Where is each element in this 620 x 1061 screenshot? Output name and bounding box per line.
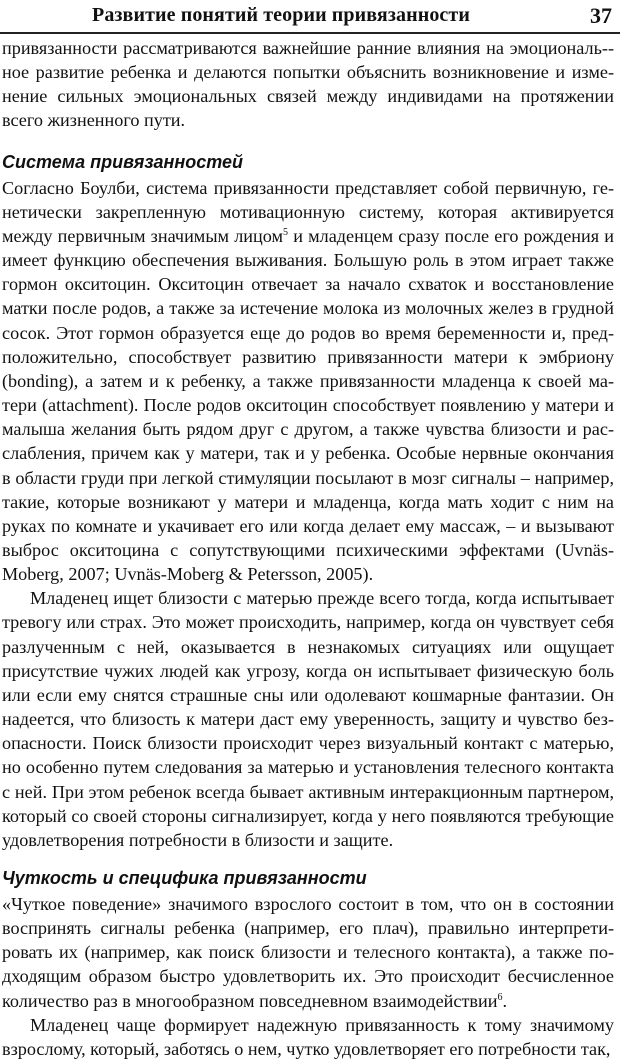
running-title: Развитие понятий теории привязанности — [92, 4, 470, 26]
header-rule — [0, 32, 620, 34]
paragraph-text: Согласно Боулби, система привязанности представляет собой первичную, генетически закрепленную мотивационную систему, которая активируется между первичным значимым лицом — [2, 177, 614, 246]
paragraph-attachment-system-2: Младенец ищет близости с матерью прежде всего тогда, когда испытывает тревогу или страх. Это может происходить, например, когда он чувствует себя разлученным с ней, оказывается в незнакомых ситуациях или ощущает присутствие чужих людей как угрозу, когда он испытывает физическую боль или если ему снятся страшные сны или одолевают кошмарные фантазии. Он надеется, что близость к матери даст ему уверенность, защиту и чувство безопасности. Поиск близости происходит через визуальный контакт с матерью, но особенно путем следования за матерью и установления телесного контакта с ней. При этом ребенок всегда бывает активным интеракционным партнером, который со своей стороны сигнализирует, когда у него появляются требующие удовлетворения потребности в близости и защите. — [2, 588, 614, 850]
page-number: 37 — [590, 3, 612, 28]
paragraph-sensitivity-2: Младенец чаще формирует надежную привязанность к тому значимому взрослому, который, заботясь о нем, чутко удовлетворяет его потребности так, — [2, 1014, 614, 1059]
footnote-ref-6[interactable]: 6 — [497, 991, 503, 1003]
section-heading-sensitivity: Чуткость и специфика привязанности — [2, 868, 367, 888]
running-header — [0, 2, 620, 32]
paragraph-text: . — [502, 990, 508, 1011]
intro-paragraph: привязанности рассматриваются важнейшие ранние влияния на эмоциональ-ное развитие ребенка и делаются попытки объяснить возникновение и изменение сильных эмоциональных связей между индивидами на протяжении всего жизненного пути. — [2, 38, 614, 131]
footnote-ref-5[interactable]: 5 — [283, 226, 289, 238]
paragraph-sensitivity-1 — [2, 892, 614, 1013]
section-heading-attachment-system: Система привязанностей — [2, 151, 244, 172]
paragraph-text: и младенцем сразу после его рождения и имеет функцию обеспечения выживания. Большую роль в этом играет также гормон окситоцин. Окситоцин отвечает за начало схваток и восстановление матки после родов, а также за истечение молока из молочных желез в грудной сосок. Этот гормон образуется еще до родов во время беременности и, предположительно, способствует развитию привязанности матери к эмбриону (bonding), а затем и к ребенку, а также привязанности младенца к своей матери (attachment). После родов окситоцин способствует появлению у матери и малыша желания быть рядом друг с другом, а также чувства близости и расслабления, причем как у матери, так и у ребенка. Особые нервные окончания в области груди при легкой стимуляции посылают в мозг сигналы – например, такие, которые возникают у матери и младенца, когда мать ходит с ним на руках по комнате и укачивает его или когда делает ему массаж, – и вызывают выброс окситоцина с сопутствующими психическими эффектами (Uvnäs-Moberg, 2007; Uvnäs-Moberg & Petersson, 2005). — [2, 225, 614, 585]
paragraph-text: «Чуткое поведение» значимого взрослого состоит в том, что он в состоянии воспринять сигналы ребенка (например, его плач), правильно интерпретировать их (например, как поиск близости и телесного контакта), а также подходящим образом быстро удовлетворить их. Это происходит бесчисленное количество раз в многообразном повседневном взаимодействии — [2, 894, 614, 1011]
paragraph-attachment-system-1 — [2, 176, 614, 587]
body-text — [2, 36, 614, 1061]
